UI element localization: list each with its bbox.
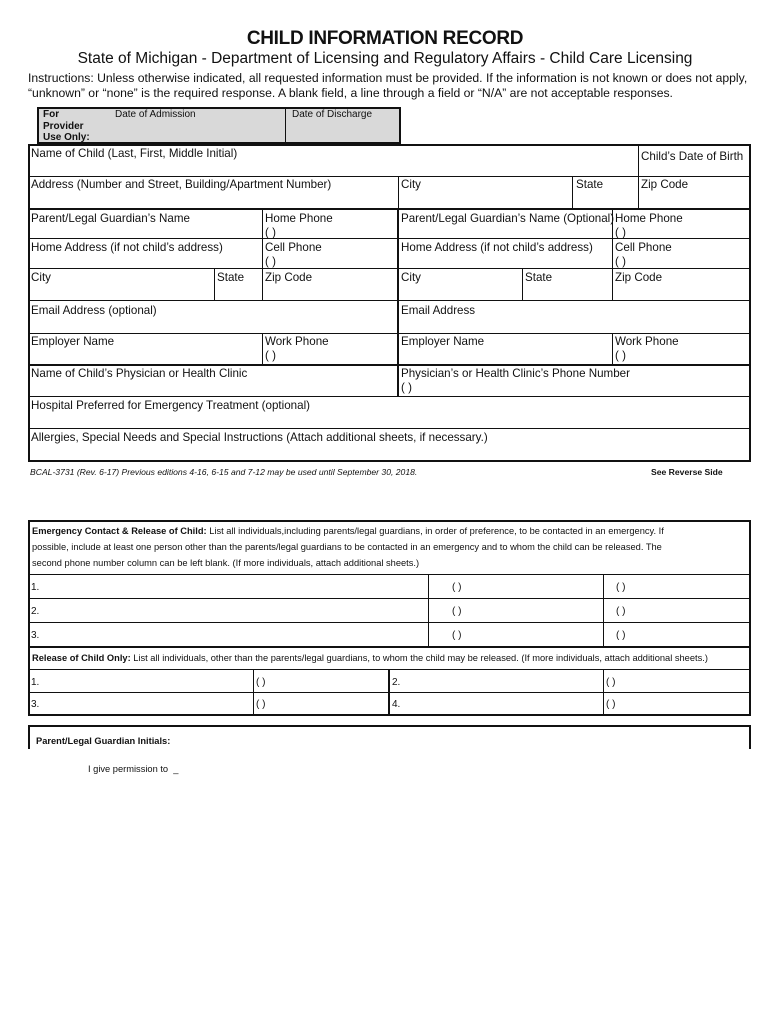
emergency-line-2: possible, include at least one person other than the parents/legal guardians to be contacted in an emergency and to whom the child can be released. The — [32, 542, 662, 552]
work-phone-label: Work Phone — [265, 335, 329, 348]
row-divider — [28, 622, 750, 623]
col-divider — [612, 333, 613, 364]
row-divider — [28, 176, 750, 177]
employer-2-label: Employer Name — [401, 335, 485, 348]
release-heading: Release of Child Only: — [32, 653, 131, 663]
instructions-line-1: Instructions: Unless otherwise indicated, all requested information must be provided. If the information is not known or does not apply, — [28, 71, 748, 85]
col-divider — [603, 574, 604, 646]
col-divider — [388, 669, 390, 714]
instructions-line-2: “unknown” or “none” is the required response. A blank field, a line through a field or “N/A” are not acceptable responses. — [28, 86, 673, 100]
emergency-row-number: 1. — [31, 582, 40, 593]
physician-field[interactable] — [31, 381, 395, 395]
form-id: BCAL-3731 (Rev. 6-17) Previous editions 4-16, 6-15 and 7-12 may be used until September 30, 2018. — [30, 467, 418, 477]
guardian-city-label: City — [31, 271, 51, 284]
child-name-label: Name of Child (Last, First, Middle Initial) — [31, 147, 238, 160]
date-of-discharge-label: Date of Discharge — [292, 109, 373, 120]
guardian-name-optional-field[interactable] — [401, 226, 609, 237]
row-divider — [28, 598, 750, 599]
col-divider — [603, 669, 604, 714]
col-divider — [398, 176, 399, 208]
work-phone-2-label: Work Phone — [615, 335, 679, 348]
emergency-row-number: 3. — [31, 630, 40, 641]
emergency-instructions — [32, 523, 744, 571]
emergency-phone-2-field[interactable] — [607, 577, 747, 596]
phone-paren: ( ) — [606, 677, 616, 688]
release-name-field[interactable] — [44, 694, 249, 712]
allergies-label: Allergies, Special Needs and Special Instructions (Attach additional sheets, if necessary.) — [31, 431, 488, 444]
phone-paren: ( ) — [606, 699, 616, 710]
city-field[interactable] — [401, 192, 569, 207]
col-divider — [522, 268, 523, 300]
home-phone-2-label: Home Phone — [615, 212, 683, 225]
permission-text: I give permission to _ — [88, 764, 179, 774]
row-divider — [28, 333, 750, 334]
col-divider — [262, 333, 263, 364]
home-address-field[interactable] — [31, 255, 259, 267]
col-divider — [262, 208, 263, 300]
provider-for-label: For — [43, 109, 60, 120]
release-phone-field[interactable] — [258, 671, 384, 690]
emergency-row-number: 2. — [31, 606, 40, 617]
release-name-field[interactable] — [404, 694, 600, 712]
home-address-2-label: Home Address (if not child’s address) — [401, 241, 593, 254]
provider-use-only-label: Use Only: — [43, 132, 90, 143]
form-top-border — [28, 144, 751, 146]
form-right-border — [749, 144, 751, 461]
address-label: Address (Number and Street, Building/Apartment Number) — [31, 178, 332, 191]
zip-label: Zip Code — [641, 178, 689, 191]
home-address-label: Home Address (if not child’s address) — [31, 241, 223, 254]
initials-left-border — [28, 725, 30, 749]
physician-phone-paren: ( ) — [401, 381, 412, 394]
cell-phone-2-label: Cell Phone — [615, 241, 672, 254]
work-phone-2-paren: ( ) — [615, 349, 626, 362]
col-divider — [253, 669, 254, 714]
allergies-field[interactable] — [31, 445, 747, 459]
emergency-line-3: second phone number column can be left blank. (If more individuals, attach additional sheets.) — [32, 558, 420, 568]
col-divider — [397, 208, 399, 396]
work-phone-paren: ( ) — [265, 349, 276, 362]
state-field[interactable] — [576, 192, 636, 207]
emergency-contact-name-field[interactable] — [44, 625, 424, 644]
phone-paren: ( ) — [256, 699, 266, 710]
release-heading-text: List all individuals, other than the parents/legal guardians, to whom the child may be released. (If more individuals, attach additional sheets.) — [130, 653, 708, 663]
email-optional-field[interactable] — [31, 318, 395, 332]
guardian-city-field[interactable] — [31, 285, 211, 299]
guardian-2-zip-label: Zip Code — [615, 271, 663, 284]
section-top-border — [28, 520, 751, 522]
emergency-heading-text: List all individuals,including parents/legal guardians, in order of preference, to be contacted in an emergency. If — [206, 526, 664, 536]
emergency-heading: Emergency Contact & Release of Child: — [32, 526, 207, 536]
row-divider — [28, 574, 750, 575]
release-name-field[interactable] — [44, 671, 249, 690]
employer-field[interactable] — [31, 349, 259, 363]
email-field[interactable] — [401, 318, 747, 332]
emergency-phone-field[interactable] — [432, 577, 600, 596]
page-title: CHILD INFORMATION RECORD — [246, 28, 524, 49]
section-bottom-border — [28, 714, 751, 716]
form-bottom-border — [28, 460, 751, 462]
state-label: State — [576, 178, 604, 191]
col-divider — [214, 268, 215, 300]
section-left-border — [28, 520, 30, 715]
hospital-field[interactable] — [31, 413, 747, 427]
row-divider — [28, 396, 750, 397]
date-of-discharge-field[interactable] — [292, 122, 397, 140]
form-left-border — [28, 144, 30, 461]
phone-2-paren: ( ) — [616, 582, 626, 593]
cell-phone-paren: ( ) — [265, 255, 276, 268]
guardian-2-state-label: State — [525, 271, 553, 284]
release-row-number: 1. — [31, 677, 40, 688]
release-phone-field[interactable] — [607, 671, 747, 690]
row-divider — [28, 268, 750, 269]
row-divider — [28, 646, 750, 648]
release-name-field[interactable] — [404, 671, 600, 690]
release-instructions — [32, 650, 708, 666]
emergency-phone-field[interactable] — [432, 601, 600, 620]
date-of-admission-field[interactable] — [115, 122, 280, 140]
release-phone-field[interactable] — [258, 694, 384, 712]
guardian-name-field[interactable] — [31, 226, 259, 237]
guardian-name-optional-label: Parent/Legal Guardian’s Name (Optional) — [401, 212, 615, 225]
employer-label: Employer Name — [31, 335, 115, 348]
phone-paren: ( ) — [452, 582, 462, 593]
initials-heading: Parent/Legal Guardian Initials: — [36, 736, 171, 746]
release-phone-field[interactable] — [607, 694, 747, 712]
guardian-2-city-label: City — [401, 271, 421, 284]
email-optional-label: Email Address (optional) — [31, 304, 157, 317]
hospital-label: Hospital Preferred for Emergency Treatment (optional) — [31, 399, 311, 412]
release-row-number: 4. — [392, 699, 401, 710]
col-divider — [428, 574, 429, 646]
see-reverse-side: See Reverse Side — [651, 467, 723, 477]
physician-phone-label: Physician’s or Health Clinic’s Phone Number — [401, 367, 630, 380]
guardian-2-city-field[interactable] — [401, 285, 519, 299]
emergency-contact-name-field[interactable] — [44, 601, 424, 620]
row-divider — [28, 208, 750, 210]
date-of-admission-label: Date of Admission — [115, 109, 196, 120]
address-field[interactable] — [31, 192, 395, 207]
row-divider — [28, 428, 750, 429]
guardian-zip-label: Zip Code — [265, 271, 313, 284]
phone-paren: ( ) — [256, 677, 266, 688]
phone-2-paren: ( ) — [616, 630, 626, 641]
phone-2-paren: ( ) — [616, 606, 626, 617]
child-dob-field[interactable] — [641, 164, 747, 175]
row-divider — [28, 238, 750, 239]
home-phone-2-paren: ( ) — [615, 226, 626, 239]
emergency-phone-2-field[interactable] — [607, 601, 747, 620]
city-label: City — [401, 178, 421, 191]
phone-paren: ( ) — [452, 630, 462, 641]
row-divider — [28, 300, 750, 301]
release-row-number: 2. — [392, 677, 401, 688]
home-phone-label: Home Phone — [265, 212, 333, 225]
zip-field[interactable] — [641, 192, 747, 207]
child-dob-label: Child’s Date of Birth — [641, 150, 744, 163]
page-subtitle: State of Michigan - Department of Licensing and Regulatory Affairs - Child Care Licensing — [77, 50, 693, 67]
emergency-contact-name-field[interactable] — [44, 577, 424, 596]
guardian-name-label: Parent/Legal Guardian’s Name — [31, 212, 190, 225]
guardian-state-label: State — [217, 271, 245, 284]
provider-label: Provider — [43, 121, 84, 132]
physician-label: Name of Child’s Physician or Health Clinic — [31, 367, 248, 380]
section-right-border — [749, 520, 751, 715]
home-phone-paren: ( ) — [265, 226, 276, 239]
emergency-phone-field[interactable] — [432, 625, 600, 644]
child-name-field[interactable] — [31, 161, 631, 175]
phone-paren: ( ) — [452, 606, 462, 617]
release-row-number: 3. — [31, 699, 40, 710]
cell-phone-label: Cell Phone — [265, 241, 322, 254]
email-label: Email Address — [401, 304, 476, 317]
employer-2-field[interactable] — [401, 349, 609, 363]
divider — [285, 107, 286, 144]
instructions — [28, 71, 753, 101]
emergency-phone-2-field[interactable] — [607, 625, 747, 644]
home-address-2-field[interactable] — [401, 255, 609, 267]
col-divider — [638, 144, 639, 208]
cell-phone-2-paren: ( ) — [615, 255, 626, 268]
initials-top-border — [28, 725, 751, 727]
col-divider — [572, 176, 573, 208]
initials-right-border — [749, 725, 751, 749]
row-divider — [28, 364, 750, 366]
